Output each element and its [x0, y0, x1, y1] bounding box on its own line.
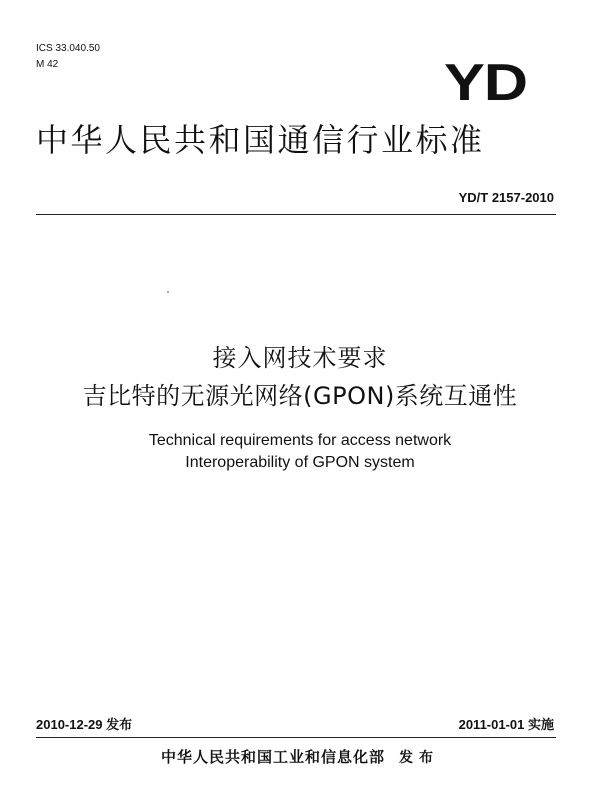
chinese-title-line-2: 吉比特的无源光网络(GPON)系统互通性	[82, 382, 518, 410]
publisher	[0, 746, 600, 767]
scan-speck	[167, 291, 169, 293]
yd-logo: YD	[444, 54, 527, 112]
standard-title: 中华人民共和国通信行业标准	[36, 121, 485, 159]
english-title-line-1: Technical requirements for access network	[148, 432, 452, 449]
implementation-date: 2011-01-01 实施	[458, 717, 554, 732]
classification-code: M 42	[36, 59, 59, 70]
header-divider	[36, 214, 556, 215]
english-title-line-2: Interoperability of GPON system	[185, 454, 415, 471]
chinese-title-line-1: 接入网技术要求	[212, 344, 388, 372]
issue-date: 2010-12-29 发布	[36, 717, 133, 732]
publisher-name: 中华人民共和国工业和信息化部	[160, 748, 385, 766]
footer-divider	[36, 737, 556, 738]
publisher-action: 发布	[399, 750, 439, 766]
standard-number: YD/T 2157-2010	[458, 190, 554, 205]
ics-code: ICS 33.040.50	[36, 43, 100, 54]
